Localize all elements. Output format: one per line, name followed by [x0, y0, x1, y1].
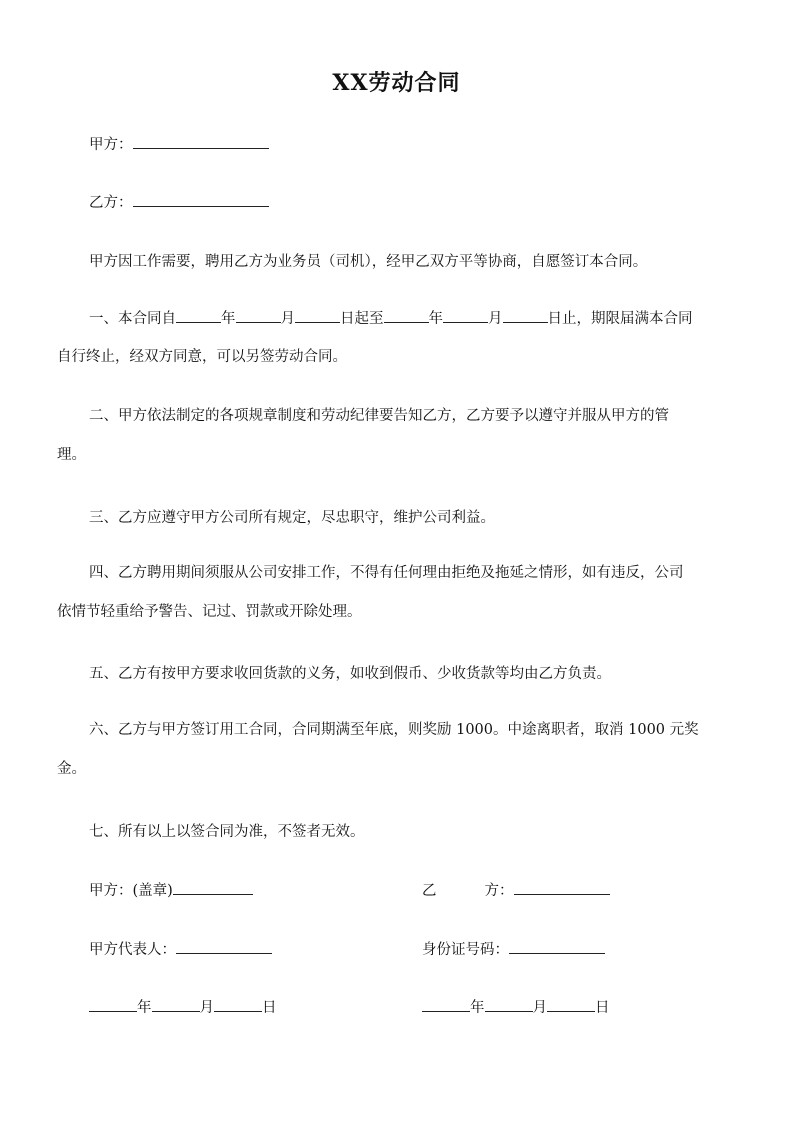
party-b-day: 日	[595, 1000, 610, 1016]
party-b-char-2: 方：	[484, 883, 514, 899]
party-a-month: 月	[199, 1000, 214, 1016]
party-b-day-blank[interactable]	[547, 997, 595, 1012]
party-b-char-1: 乙	[422, 883, 437, 899]
clause-5: 五、乙方有按甲方要求收回货款的义务，如收到假币、少收货款等均由乙方负责。	[89, 666, 611, 682]
party-a-seal-label: 甲方：(盖章)	[89, 883, 173, 899]
party-a-day-blank[interactable]	[214, 997, 262, 1012]
start-month-blank[interactable]	[236, 308, 281, 323]
party-a-rep-label: 甲方代表人：	[89, 942, 176, 958]
clause-6-line-1: 六、乙方与甲方签订用工合同，合同期满至年底，则奖励 1000。中途离职者，取消 1000 元奖	[89, 722, 699, 738]
party-a-seal-blank[interactable]	[173, 880, 253, 895]
clause-6	[57, 720, 747, 779]
party-b-month-blank[interactable]	[485, 997, 533, 1012]
clause-3: 三、乙方应遵守甲方公司所有规定，尽忠职守，维护公司利益。	[89, 510, 495, 526]
clause-4-line-1: 四、乙方聘用期间须服从公司安排工作，不得有任何理由拒绝及拖延之情形，如有违反，公司	[89, 565, 684, 581]
clause-2-line-1: 二、甲方依法制定的各项规章制度和劳动纪律要告知乙方，乙方要予以遵守并服从甲方的管	[89, 408, 669, 424]
page-title: XX劳动合同	[332, 70, 461, 96]
party-a-date-line	[89, 996, 277, 1017]
party-b-year: 年	[470, 1000, 485, 1016]
clause-1-year-end: 年	[428, 311, 443, 327]
id-number-label: 身份证号码：	[422, 942, 509, 958]
clause-1-month-end: 月	[488, 311, 503, 327]
end-month-blank[interactable]	[443, 308, 488, 323]
id-number-line	[422, 938, 605, 959]
id-number-blank[interactable]	[509, 939, 605, 954]
end-day-blank[interactable]	[503, 308, 548, 323]
party-b-month: 月	[532, 1000, 547, 1016]
party-a-label: 甲方：	[89, 137, 133, 153]
clause-7: 七、所有以上以签合同为准，不签者无效。	[89, 824, 365, 840]
clause-4	[57, 563, 747, 622]
party-a-year: 年	[137, 1000, 152, 1016]
party-b-line	[89, 191, 269, 212]
party-b-year-blank[interactable]	[422, 997, 470, 1012]
party-b-label: 乙方：	[89, 195, 133, 211]
intro-paragraph: 甲方因工作需要，聘用乙方为业务员（司机），经甲乙双方平等协商，自愿签订本合同。	[89, 254, 648, 270]
party-a-rep-line	[89, 938, 272, 959]
party-a-rep-blank[interactable]	[176, 939, 272, 954]
clause-2-line-2: 理。	[57, 447, 86, 463]
party-b-sign-blank[interactable]	[514, 880, 610, 895]
party-a-line	[89, 133, 269, 154]
party-a-month-blank[interactable]	[152, 997, 200, 1012]
clause-1-day-end: 日止，期限届满本合同	[547, 311, 693, 327]
start-day-blank[interactable]	[295, 308, 340, 323]
party-b-date-line	[422, 996, 610, 1017]
clause-6-line-2: 金。	[57, 761, 86, 777]
end-year-blank[interactable]	[384, 308, 429, 323]
party-a-blank[interactable]	[133, 134, 269, 149]
clause-1-line-2: 自行终止，经双方同意，可以另签劳动合同。	[57, 349, 347, 365]
party-a-day: 日	[262, 1000, 277, 1016]
clause-4-line-2: 依情节轻重给予警告、记过、罚款或开除处理。	[57, 604, 362, 620]
clause-2	[57, 406, 747, 465]
start-year-blank[interactable]	[176, 308, 221, 323]
clause-1-prefix: 一、本合同自	[89, 311, 176, 327]
clause-1-month: 月	[280, 311, 295, 327]
clause-1-day-start: 日起至	[340, 311, 384, 327]
clause-1	[57, 308, 747, 367]
party-b-blank[interactable]	[133, 192, 269, 207]
party-a-year-blank[interactable]	[89, 997, 137, 1012]
party-b-sign-line	[422, 879, 610, 900]
clause-1-year: 年	[221, 311, 236, 327]
party-a-seal-line	[89, 879, 253, 900]
